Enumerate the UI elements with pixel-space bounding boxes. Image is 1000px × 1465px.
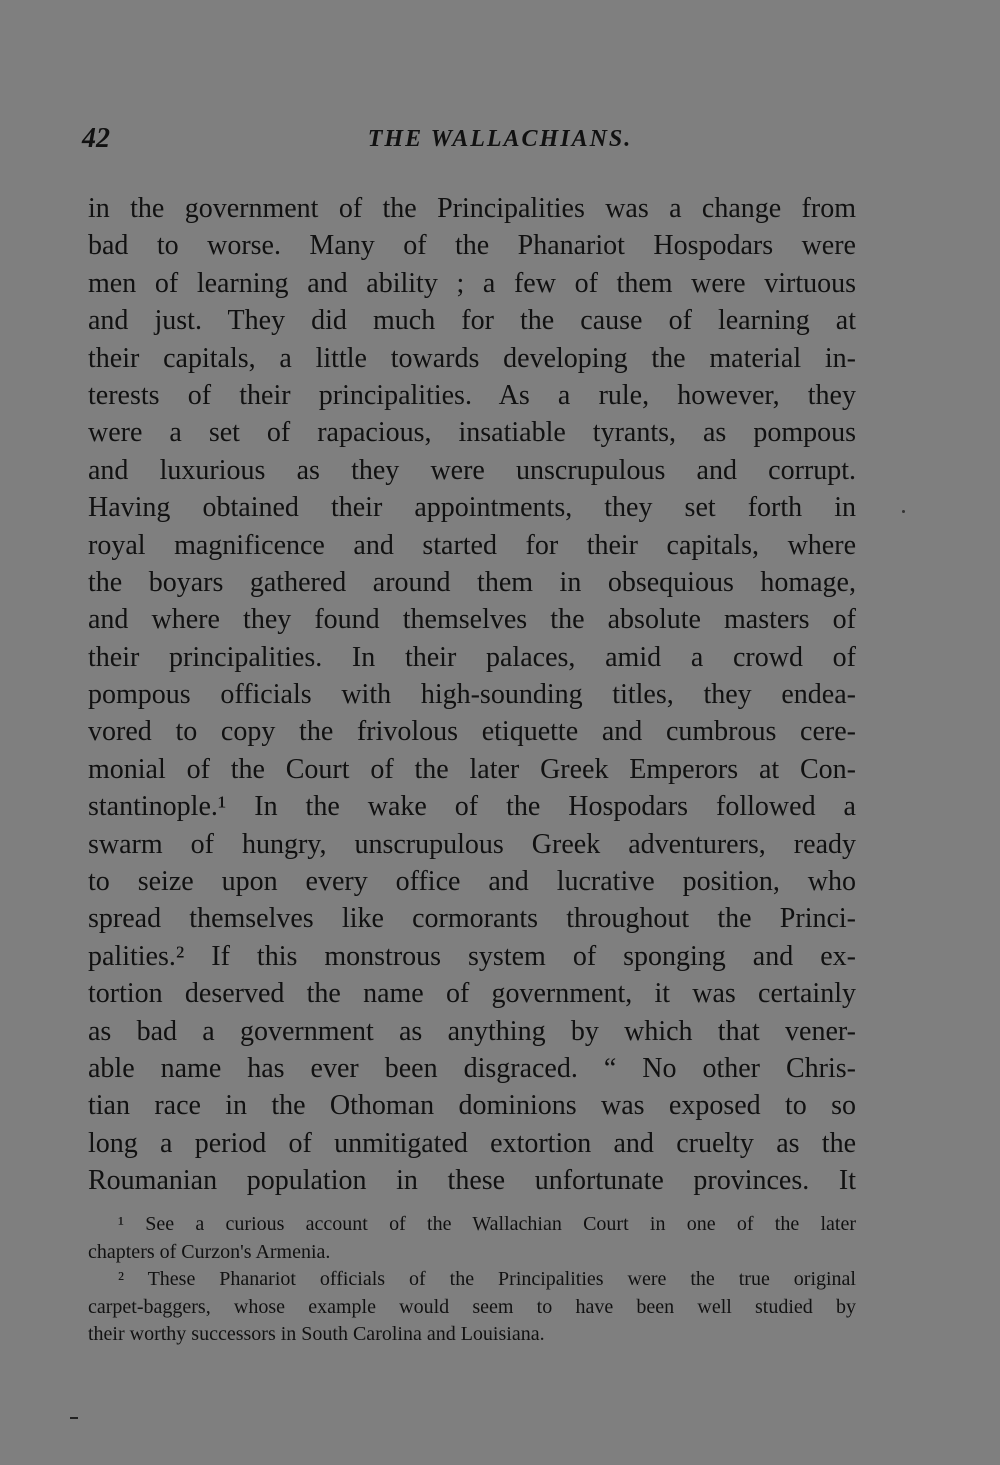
text-line: able name has ever been disgraced. “ No other Chris- (88, 1052, 856, 1084)
text-line: and where they found themselves the absolute masters of (88, 604, 856, 636)
footnote-2-continued: their worthy successors in South Carolina and Louisiana. (88, 1323, 545, 1345)
text-line: stantinople.¹ In the wake of the Hospodars followed a (88, 791, 856, 823)
scan-speck (70, 1417, 78, 1419)
text-line: tian race in the Othoman dominions was exposed to so (88, 1090, 856, 1122)
text-line: Having obtained their appointments, they set forth in (88, 492, 856, 524)
running-head: THE WALLACHIANS. (367, 126, 633, 152)
text-line: palities.² If this monstrous system of sponging and ex- (88, 940, 856, 972)
page-number: 42 (82, 123, 110, 154)
text-line: their capitals, a little towards developing the material in- (88, 342, 856, 374)
text-line: Roumanian population in these unfortunate provinces. It (88, 1165, 856, 1197)
scan-speck (902, 510, 905, 513)
text-line: as bad a government as anything by which that vener- (88, 1015, 856, 1047)
text-line: long a period of unmitigated extortion and cruelty as the (88, 1127, 856, 1159)
text-line: and just. They did much for the cause of learning at (88, 305, 856, 337)
text-line: their principalities. In their palaces, amid a crowd of (88, 641, 856, 673)
text-line: pompous officials with high-sounding titles, they endea- (88, 679, 856, 711)
text-line: in the government of the Principalities was a change from (88, 193, 856, 224)
text-line: monial of the Court of the later Greek Emperors at Con- (88, 753, 856, 785)
footnote-1: ¹ See a curious account of the Wallachian Court in one of the later (118, 1213, 856, 1235)
text-line: to seize upon every office and lucrative position, who (88, 866, 856, 898)
footnotes (88, 1211, 856, 1349)
footnote-1-continued: chapters of Curzon's Armenia. (88, 1240, 331, 1263)
text-line: vored to copy the frivolous etiquette and cumbrous cere- (88, 716, 856, 748)
text-line: terests of their principalities. As a rule, however, they (88, 379, 856, 411)
text-line: men of learning and ability ; a few of them were virtuous (88, 267, 856, 299)
text-line: the boyars gathered around them in obsequious homage, (88, 566, 856, 598)
text-line: royal magnificence and started for their capitals, where (88, 529, 856, 561)
footnote-2-continued: carpet-baggers, whose example would seem to have been well studied by (88, 1295, 856, 1318)
text-line: swarm of hungry, unscrupulous Greek adventurers, ready (88, 828, 856, 860)
text-line: bad to worse. Many of the Phanariot Hospodars were (88, 230, 856, 262)
footnote-2: ² These Phanariot officials of the Principalities were the true original (118, 1268, 856, 1290)
text-line: and luxurious as they were unscrupulous and corrupt. (88, 454, 856, 486)
text-line: were a set of rapacious, insatiable tyrants, as pompous (88, 417, 856, 449)
text-line: spread themselves like cormorants throughout the Princi- (88, 903, 856, 935)
body-text (88, 190, 856, 1200)
text-line: tortion deserved the name of government, it was certainly (88, 978, 856, 1010)
